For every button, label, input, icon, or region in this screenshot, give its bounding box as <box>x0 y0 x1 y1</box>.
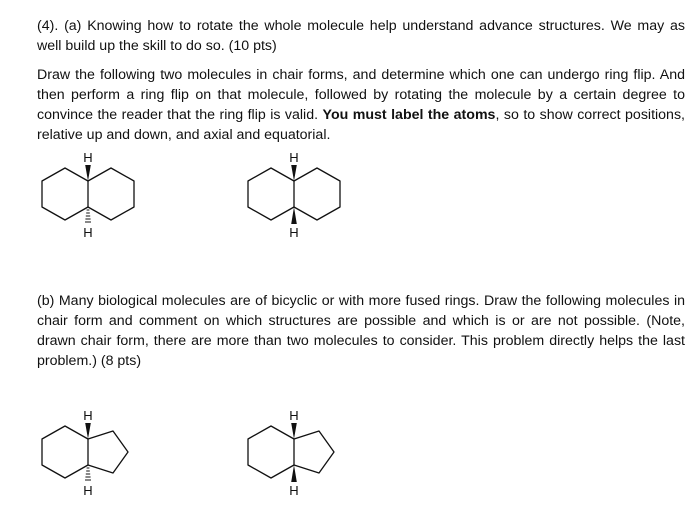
wedge-bond-bottom <box>291 465 297 482</box>
left-ring-bonds <box>248 168 294 220</box>
top-h-label: H <box>83 150 93 165</box>
top-h-label: H <box>83 408 93 423</box>
wedge-bond-top <box>291 165 297 181</box>
right-ring-bonds <box>294 168 340 220</box>
right-ring-bonds <box>88 168 134 220</box>
hash-bond-bottom <box>85 210 91 222</box>
molecule-trans-decalin <box>28 146 148 256</box>
part-a-intro: (4). (a) Knowing how to rotate the whole molecule help understand advance structures. We may as well build up the skill to do so. (10 pts) <box>37 18 685 54</box>
wedge-bond-top <box>291 423 297 439</box>
five-ring-bonds <box>88 431 128 473</box>
instructions-text-1: Draw the following two molecules in chair forms, and determine which one can undergo ring flip. And then perform a ring flip on that molecule, followed by rotating the molecule by a certain degree to convince the reader that the ring flip is valid. <box>37 67 685 123</box>
wedge-bond-top <box>85 423 91 439</box>
top-h-label: H <box>289 408 299 423</box>
bottom-h-label: H <box>83 225 93 240</box>
bottom-h-label: H <box>289 225 299 240</box>
five-ring-bonds <box>294 431 334 473</box>
molecule-trans-hydrindane <box>28 404 148 514</box>
molecule-cis-hydrindane <box>234 404 354 514</box>
six-ring-bonds <box>248 426 294 478</box>
bottom-h-label: H <box>83 483 93 498</box>
top-h-label: H <box>289 150 299 165</box>
instructions-text-2: , so to show correct positions, relative up and down, and axial and equatorial. <box>37 107 685 143</box>
wedge-bond-bottom <box>291 207 297 224</box>
part-a-instructions <box>37 65 685 145</box>
molecule-cis-decalin <box>234 146 354 256</box>
wedge-bond-top <box>85 165 91 181</box>
bottom-h-label: H <box>289 483 299 498</box>
six-ring-bonds <box>42 426 88 478</box>
instructions-bold-text: You must label the atoms <box>322 107 496 123</box>
part-b-text: (b) Many biological molecules are of bicyclic or with more fused rings. Draw the following molecules in chair form and comment on which structures are possible and which is or are not possible. (Note, drawn chair form, there are more than two molecules to consider. This problem directly helps the last problem.) (8 pts) <box>37 293 685 369</box>
hash-bond-bottom <box>85 468 91 480</box>
left-ring-bonds <box>42 168 88 220</box>
